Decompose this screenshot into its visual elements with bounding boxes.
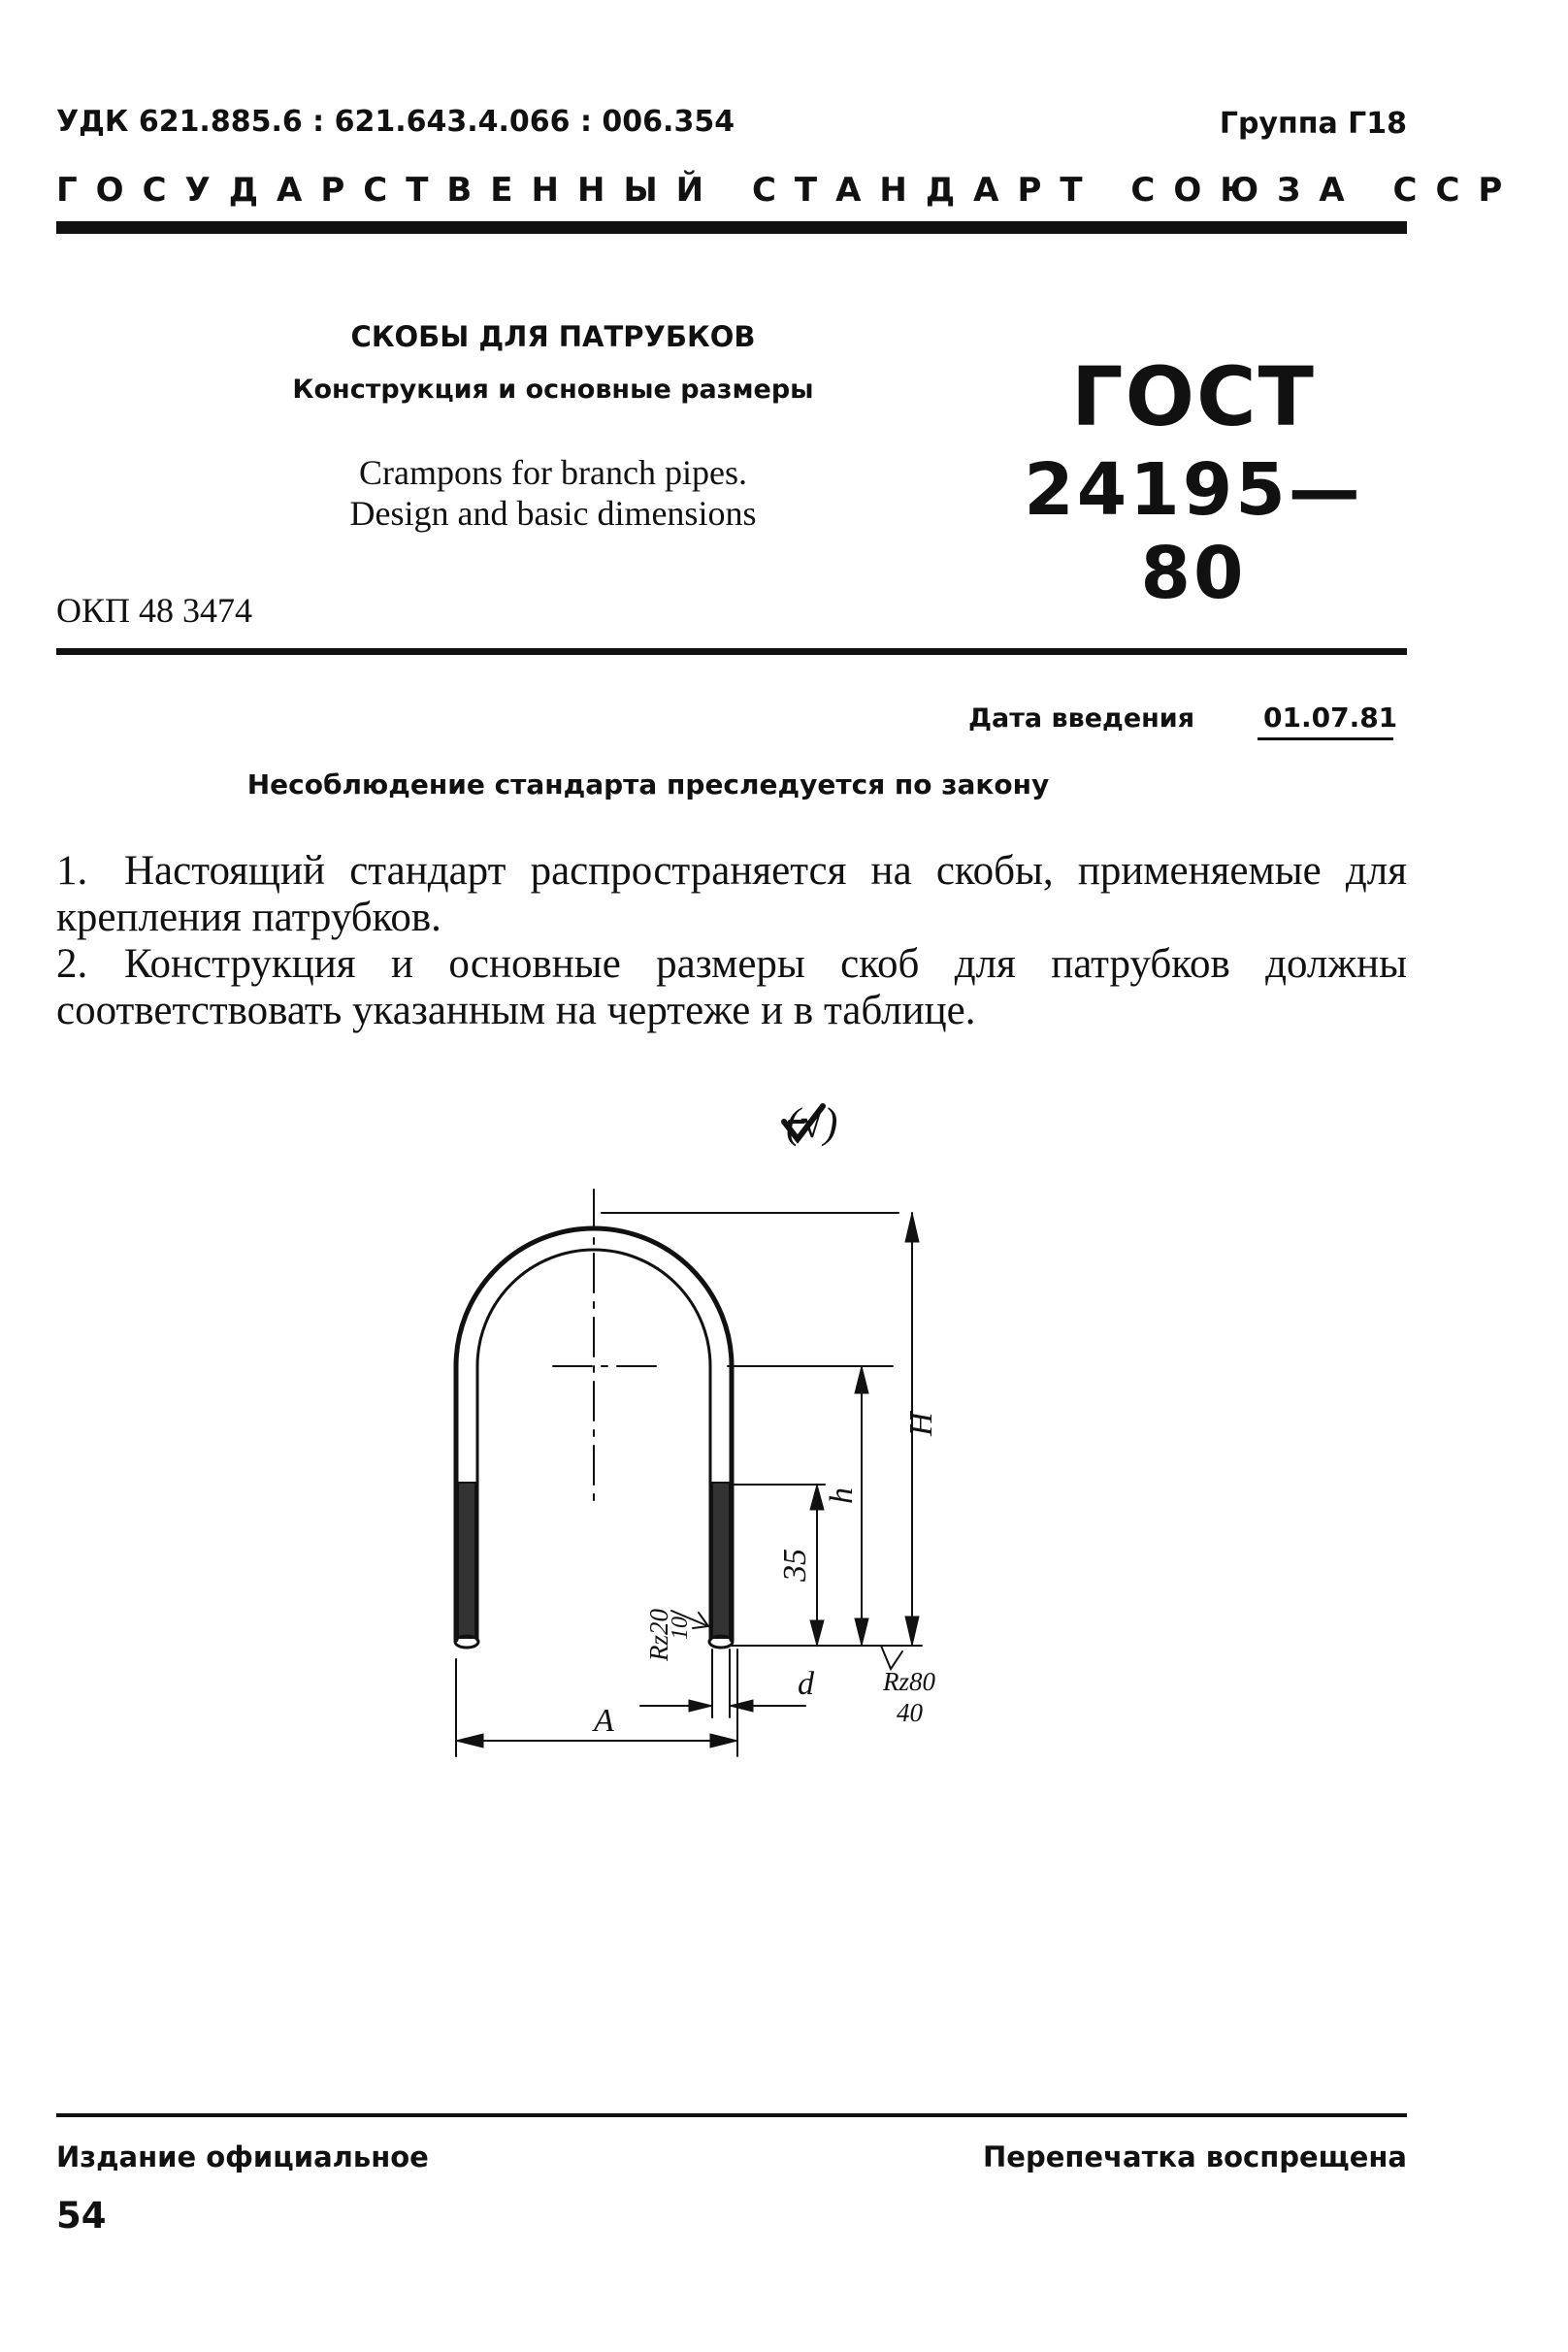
date-underline: [1258, 737, 1393, 740]
edition-note: Издание официальное: [56, 2140, 429, 2173]
rz80-sub-label: 40: [897, 1698, 923, 1727]
title-en-line2: Design and basic dimensions: [349, 494, 757, 533]
label-h: h: [824, 1487, 860, 1504]
title-ru: СКОБЫ ДЛЯ ПАТРУБКОВ: [350, 320, 756, 353]
okp-code: ОКП 48 3474: [56, 591, 253, 630]
thread-left: [458, 1483, 475, 1638]
group-code: Группа Г18: [1219, 107, 1407, 141]
paragraph-1: [56, 848, 1407, 941]
rz20-label: Rz20: [644, 1609, 673, 1661]
date-value: 01.07.81: [1263, 702, 1398, 734]
title-en-line1: Crampons for branch pipes.: [359, 453, 747, 492]
bracket-drawing: [417, 1096, 1019, 1795]
paragraph-1-number: 1.: [56, 848, 88, 894]
paragraph-2: [56, 941, 1407, 1034]
title-en: [194, 452, 912, 534]
date-label: Дата введения: [968, 703, 1195, 734]
gost-label: ГОСТ: [1071, 349, 1316, 444]
rz20-sub-label: 10: [668, 1617, 693, 1640]
page-number: 54: [56, 2195, 107, 2237]
dimension-h: [855, 1366, 868, 1646]
thread-right: [712, 1483, 730, 1638]
label-H: H: [903, 1412, 939, 1436]
udk-code: УДК 621.885.6 : 621.643.4.066 : 006.354: [56, 105, 735, 139]
roughness-symbol: (√): [786, 1099, 838, 1147]
footer-rule: [56, 2113, 1407, 2117]
paragraph-1-text: Настоящий стандарт распространяется на скобы, применяемые для крепления патрубков.: [56, 848, 1407, 940]
label-A: A: [594, 1703, 614, 1739]
label-35: 35: [777, 1549, 813, 1582]
reprint-note: Перепечатка воспрещена: [983, 2140, 1407, 2173]
paragraph-2-text: Конструкция и основные размеры скоб для патрубков должны соответствовать указанным на чертеже и в таблице.: [56, 941, 1407, 1033]
law-notice: Несоблюдение стандарта преследуется по закону: [246, 768, 1050, 800]
paragraph-2-number: 2.: [56, 941, 88, 987]
okp-rule: [56, 648, 1407, 655]
gost-number: 24195—80: [1024, 448, 1363, 615]
header-thick-rule: [56, 221, 1407, 234]
rz80-label: Rz80: [883, 1667, 935, 1696]
label-d: d: [798, 1666, 814, 1702]
subtitle-ru: Конструкция и основные размеры: [292, 375, 814, 405]
state-standard-heading: ГОСУДАРСТВЕННЫЙ СТАНДАРТ СОЮЗА ССР: [56, 171, 1521, 210]
